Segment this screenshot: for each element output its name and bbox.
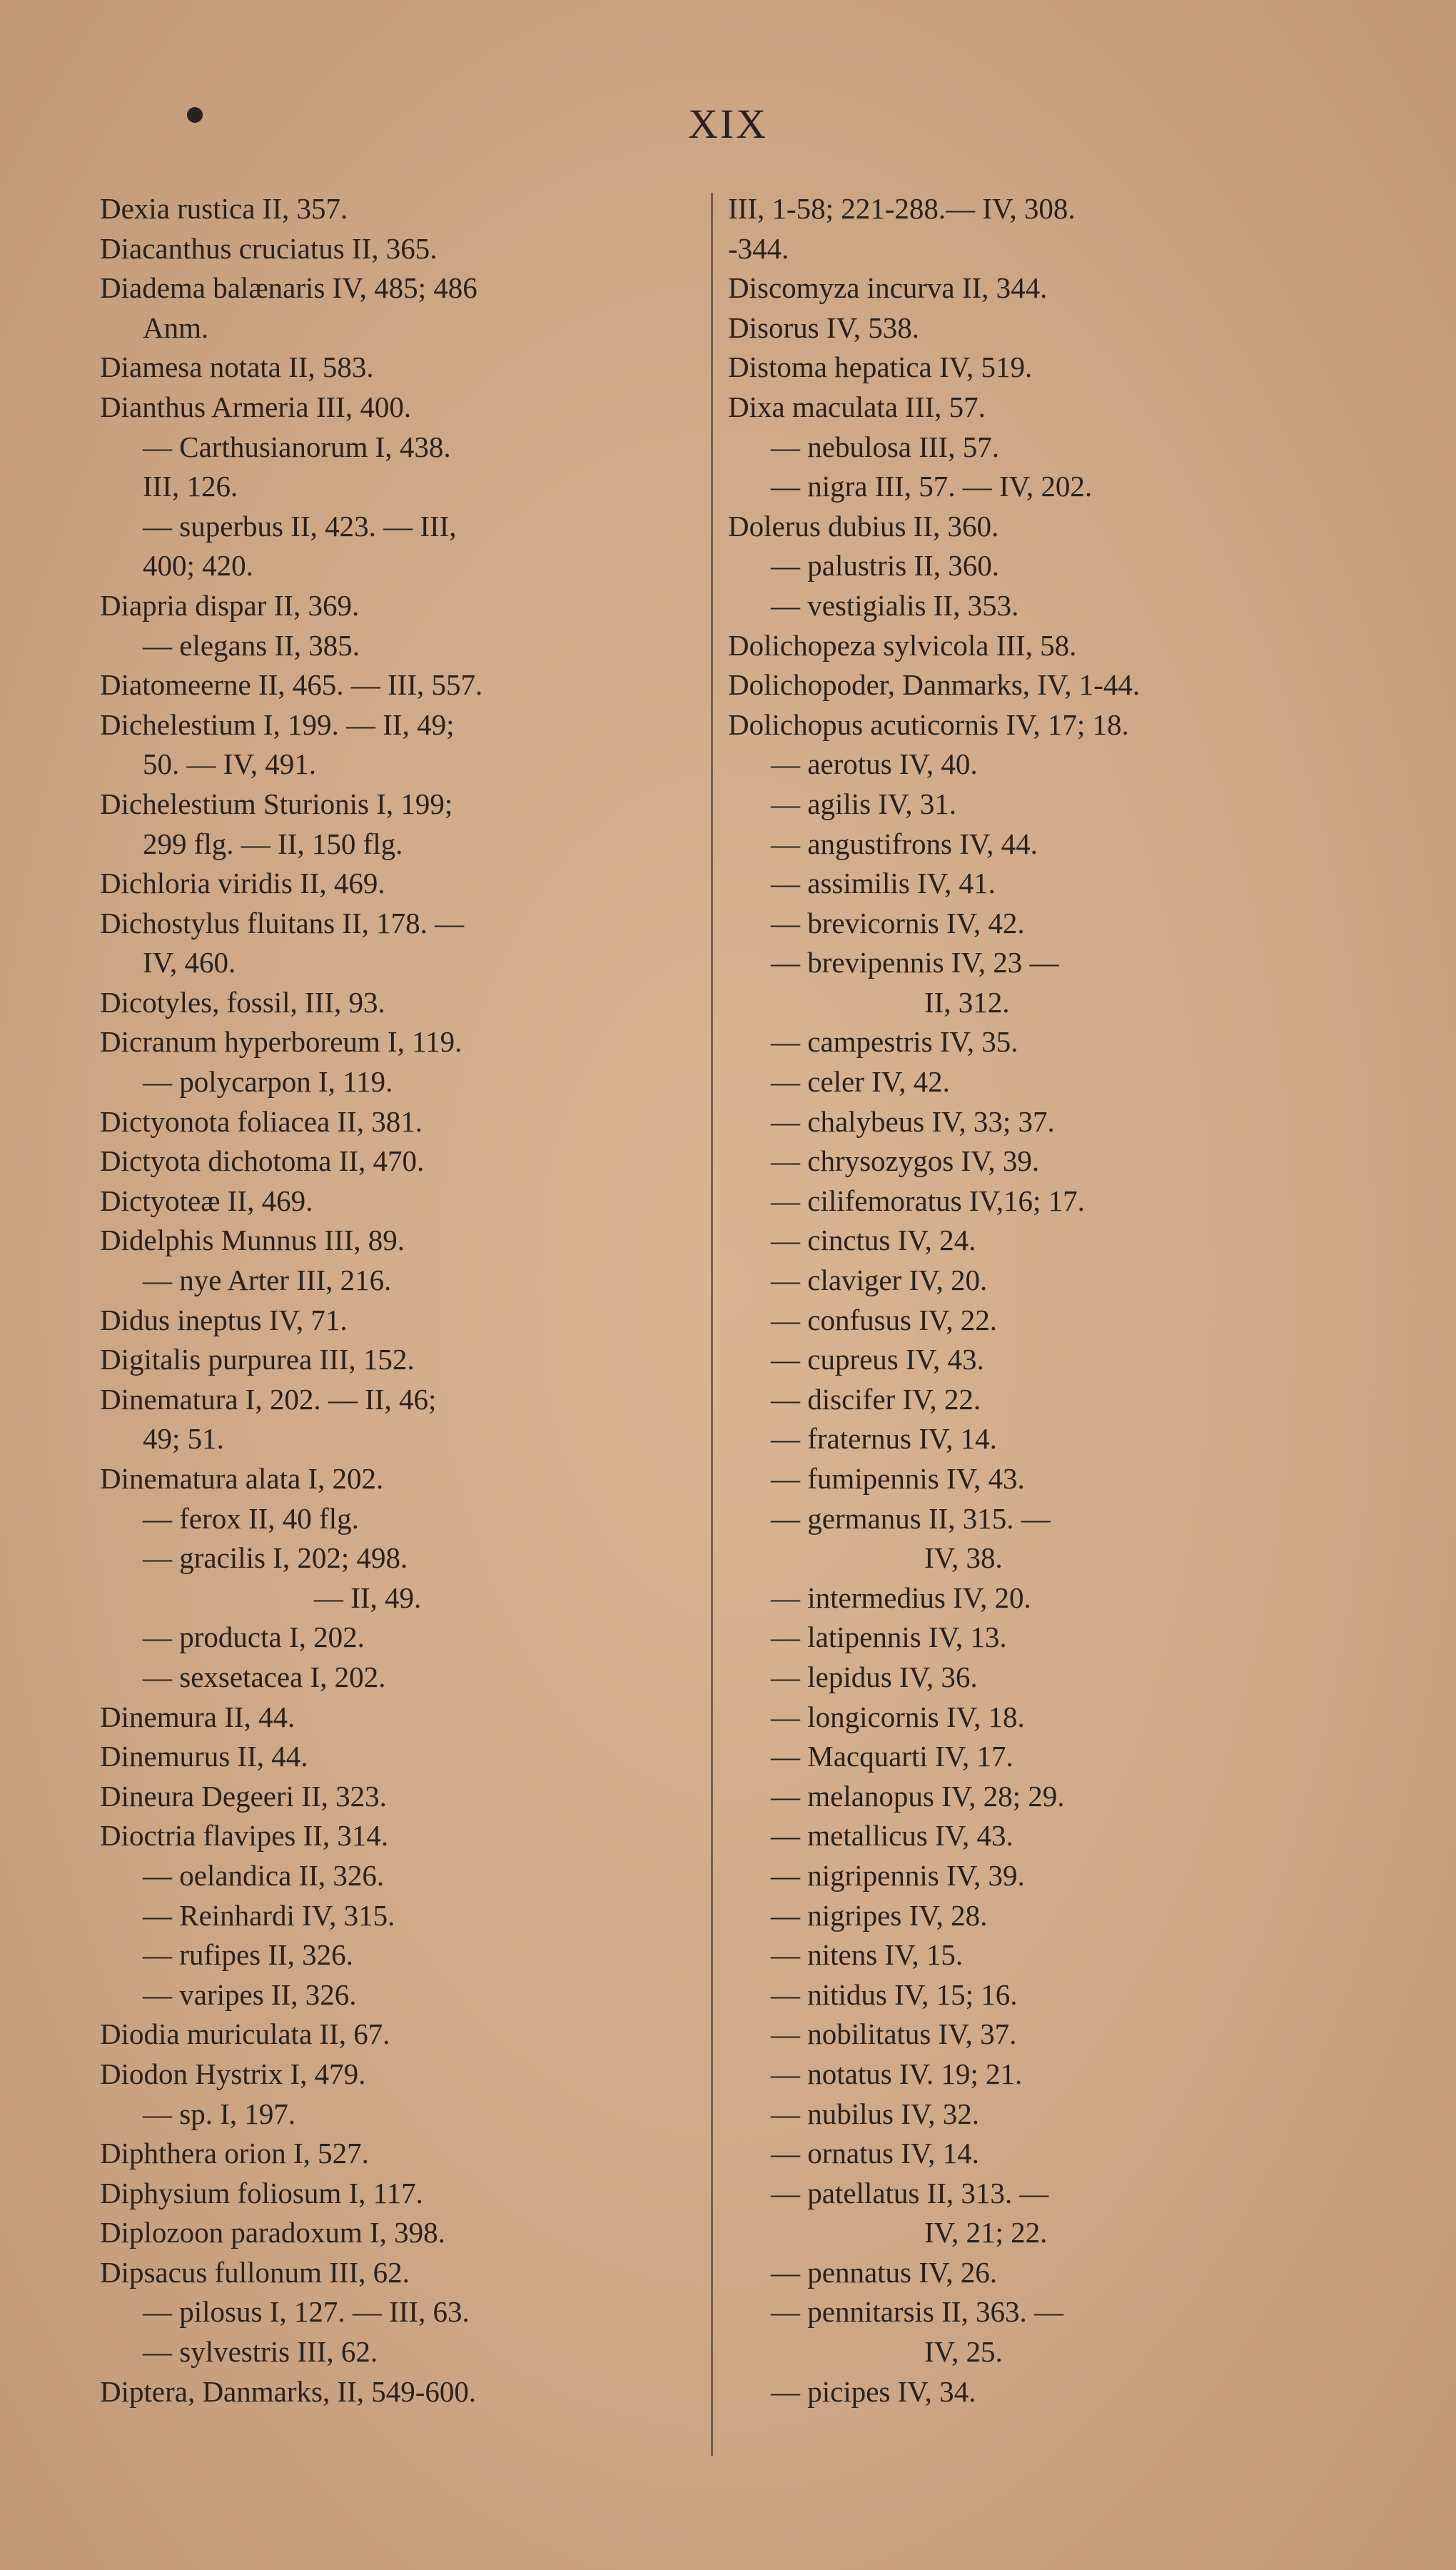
index-entry: Diplozoon paradoxum I, 398.	[100, 2216, 445, 2249]
index-entry: Diphysium foliosum I, 117.	[100, 2176, 423, 2209]
index-entry: Dipsacus fullonum III, 62.	[100, 2255, 410, 2289]
index-entry: — cinctus IV, 24.	[771, 1224, 976, 1257]
index-entry: — lepidus IV, 36.	[771, 1660, 978, 1693]
index-entry: — nigra III, 57. — IV, 202.	[771, 470, 1093, 503]
index-entry: Dictyota dichotoma II, 470.	[100, 1144, 425, 1178]
index-entry: Discomyza incurva II, 344.	[728, 271, 1048, 305]
index-entry: — agilis IV, 31.	[771, 787, 957, 820]
index-entry: Distoma hepatica IV, 519.	[728, 351, 1033, 384]
index-entry: — palustris II, 360.	[771, 549, 999, 583]
index-entry: Didus ineptus IV, 71.	[100, 1303, 348, 1336]
index-entry: IV, 21; 22.	[924, 2216, 1048, 2249]
index-entry: — polycarpon I, 119.	[143, 1065, 393, 1099]
index-entry: — Carthusianorum I, 438.	[143, 430, 451, 463]
index-column-left	[100, 189, 699, 2412]
index-entry: — metallicus IV, 43.	[771, 1819, 1013, 1853]
index-entry: — producta I, 202.	[143, 1621, 365, 1654]
index-entry: — longicornis IV, 18.	[771, 1700, 1025, 1733]
index-entry: Diptera, Danmarks, II, 549-600.	[100, 2374, 477, 2408]
index-entry: — aerotus IV, 40.	[771, 747, 978, 781]
index-entry: Dolichopoder, Danmarks, IV, 1-44.	[728, 668, 1141, 702]
index-entry: — elegans II, 385.	[143, 628, 360, 662]
index-entry: Dinematura alata I, 202.	[100, 1462, 384, 1495]
index-entry: — ornatus IV, 14.	[771, 2137, 979, 2170]
index-entry: — chalybeus IV, 33; 37.	[771, 1104, 1055, 1138]
index-entry: — oelandica II, 326.	[143, 1858, 385, 1892]
index-entry: Dichelestium Sturionis I, 199;	[100, 787, 453, 820]
index-entry: — gracilis I, 202; 498.	[143, 1541, 408, 1575]
index-entry: Dicranum hyperboreum I, 119.	[100, 1025, 462, 1059]
index-entry: — cilifemoratus IV,16; 17.	[771, 1184, 1085, 1217]
index-entry: — brevicornis IV, 42.	[771, 906, 1025, 939]
index-entry: — latipennis IV, 13.	[771, 1621, 1007, 1654]
index-entry: — angustifrons IV, 44.	[771, 827, 1038, 860]
index-entry: — claviger IV, 20.	[771, 1264, 988, 1297]
index-entry: — sexsetacea I, 202.	[143, 1660, 386, 1693]
index-entry: Diodon Hystrix I, 479.	[100, 2057, 366, 2090]
index-entry: Dioctria flavipes II, 314.	[100, 1819, 389, 1853]
index-entry: — Reinhardi IV, 315.	[143, 1898, 395, 1932]
index-entry: Dinemura II, 44.	[100, 1700, 295, 1733]
index-entry: III, 1-58; 221-288.— IV, 308.	[728, 192, 1076, 225]
index-entry: Dinematura I, 202. — II, 46;	[100, 1382, 437, 1416]
index-entry: Dexia rustica II, 357.	[100, 192, 348, 225]
index-entry: Dolichopus acuticornis IV, 17; 18.	[728, 707, 1129, 741]
index-entry: 299 flg. — II, 150 flg.	[143, 827, 403, 860]
index-entry: — nigripennis IV, 39.	[771, 1858, 1025, 1892]
index-entry: — cupreus IV, 43.	[771, 1343, 984, 1376]
index-entry: — pennitarsis II, 363. —	[771, 2295, 1063, 2329]
index-entry: Digitalis purpurea III, 152.	[100, 1343, 415, 1376]
index-entry: — ferox II, 40 flg.	[143, 1501, 359, 1535]
index-entry: IV, 38.	[924, 1541, 1003, 1575]
index-entry: Dichelestium I, 199. — II, 49;	[100, 707, 455, 741]
index-entry: — patellatus II, 313. —	[771, 2176, 1049, 2209]
index-entry: — discifer IV, 22.	[771, 1382, 981, 1416]
page-number: XIX	[687, 101, 769, 147]
index-entry: — assimilis IV, 41.	[771, 867, 996, 900]
index-entry: — varipes II, 326.	[143, 1977, 357, 2011]
index-entry: Diatomeerne II, 465. — III, 557.	[100, 668, 483, 702]
index-entry: — nebulosa III, 57.	[771, 430, 999, 463]
index-entry: 49; 51.	[143, 1422, 224, 1456]
index-entry: Diadema balænaris IV, 485; 486	[100, 271, 477, 305]
index-column-right	[728, 189, 1349, 2412]
index-entry: — fumipennis IV, 43.	[771, 1462, 1025, 1495]
index-entry: — rufipes II, 326.	[143, 1938, 353, 1972]
index-entry: Diodia muriculata II, 67.	[100, 2017, 390, 2051]
index-entry: — pilosus I, 127. — III, 63.	[143, 2295, 470, 2329]
index-entry: Dolichopeza sylvicola III, 58.	[728, 628, 1077, 662]
index-entry: Dichloria viridis II, 469.	[100, 867, 385, 900]
index-entry: — nitens IV, 15.	[771, 1938, 964, 1972]
index-entry: Diamesa notata II, 583.	[100, 351, 374, 384]
index-entry: 50. — IV, 491.	[143, 747, 316, 781]
index-entry: — chrysozygos IV, 39.	[771, 1144, 1040, 1178]
index-entry: — melanopus IV, 28; 29.	[771, 1779, 1065, 1813]
index-entry: IV, 25.	[924, 2335, 1003, 2369]
index-entry: — nobilitatus IV, 37.	[771, 2017, 1017, 2051]
index-entry: — campestris IV, 35.	[771, 1025, 1018, 1059]
index-entry: — nitidus IV, 15; 16.	[771, 1977, 1018, 2011]
index-entry: — intermedius IV, 20.	[771, 1581, 1031, 1614]
index-entry: Diphthera orion I, 527.	[100, 2137, 369, 2170]
index-entry: III, 126.	[143, 470, 238, 503]
index-entry: Dineura Degeeri II, 323.	[100, 1779, 387, 1813]
index-entry: — picipes IV, 34.	[771, 2374, 976, 2408]
index-entry: IV, 460.	[143, 946, 236, 979]
index-entry: Dianthus Armeria III, 400.	[100, 390, 412, 423]
index-entry: — pennatus IV, 26.	[771, 2255, 997, 2289]
index-entry: — notatus IV. 19; 21.	[771, 2057, 1023, 2090]
index-entry: Dictyoteæ II, 469.	[100, 1184, 313, 1217]
index-entry: Disorus IV, 538.	[728, 311, 920, 344]
index-entry: — celer IV, 42.	[771, 1065, 950, 1099]
index-entry: Dolerus dubius II, 360.	[728, 509, 999, 543]
index-entry: Dixa maculata III, 57.	[728, 390, 986, 423]
index-entry: II, 312.	[924, 985, 1010, 1019]
index-entry: 400; 420.	[143, 549, 253, 583]
index-entry: — nubilus IV, 32.	[771, 2097, 979, 2130]
index-entry: — sylvestris III, 62.	[143, 2335, 378, 2369]
index-entry: — brevipennis IV, 23 —	[771, 946, 1059, 979]
index-entry: — fraternus IV, 14.	[771, 1422, 997, 1456]
index-entry: — superbus II, 423. — III,	[143, 509, 457, 543]
index-entry: Diapria dispar II, 369.	[100, 588, 360, 622]
index-entry: Dicotyles, fossil, III, 93.	[100, 985, 385, 1019]
index-entry: — II, 49.	[314, 1581, 422, 1614]
index-entry: — Macquarti IV, 17.	[771, 1740, 1013, 1773]
index-entry: — sp. I, 197.	[143, 2097, 296, 2130]
index-entry: — germanus II, 315. —	[771, 1501, 1051, 1535]
index-entry: Anm.	[143, 311, 209, 344]
index-entry: Diacanthus cruciatus II, 365.	[100, 231, 438, 265]
index-entry: Didelphis Munnus III, 89.	[100, 1224, 405, 1257]
index-entry: Dictyonota foliacea II, 381.	[100, 1104, 423, 1138]
index-entry: — nye Arter III, 216.	[143, 1264, 392, 1297]
index-entry: — confusus IV, 22.	[771, 1303, 997, 1336]
index-entry: Dinemurus II, 44.	[100, 1740, 308, 1773]
index-entry: Dichostylus fluitans II, 178. —	[100, 906, 465, 939]
column-divider	[711, 193, 713, 2456]
index-entry: — nigripes IV, 28.	[771, 1898, 988, 1932]
index-entry: -344.	[728, 231, 789, 265]
index-entry: — vestigialis II, 353.	[771, 588, 1019, 622]
